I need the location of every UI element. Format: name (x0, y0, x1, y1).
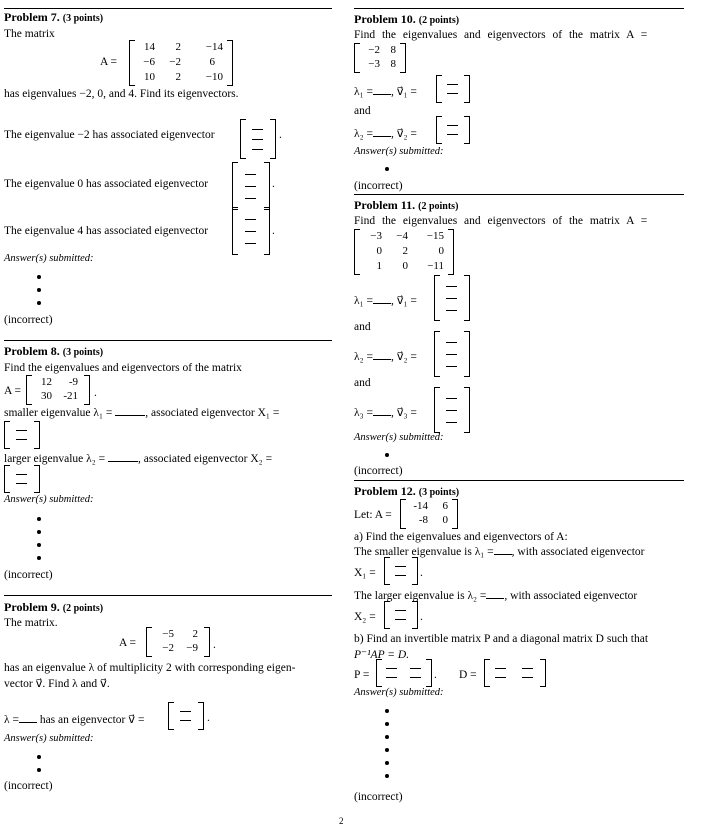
matrix-cell: -14 (413, 500, 428, 512)
lambda1-label: λ₁ = (354, 86, 373, 98)
matrix-cell: −2 (169, 56, 181, 68)
matrix-cell: −4 (396, 230, 408, 242)
problem-11-status: (incorrect) (354, 465, 403, 477)
eigenvector-input-2[interactable] (232, 162, 270, 210)
period: . (434, 669, 437, 681)
problem-12-matrix (400, 499, 458, 529)
problem-10-number: Problem 10. (354, 12, 416, 26)
q2-label-b: , associated eigenvector X₂ = (137, 453, 273, 465)
matrix-cell: 0 (402, 260, 408, 272)
q2-label: larger eigenvalue λ₂ = (4, 453, 106, 465)
problem-8-q1 (4, 406, 279, 419)
problem-9-statement-2: vector v⃗. Find λ and v⃗. (4, 678, 110, 690)
problem-10-l1 (354, 84, 417, 98)
eigenvector-label: has an eigenvector v⃗ = (39, 714, 145, 726)
problem-7-q1: The eigenvalue −2 has associated eigenvector (4, 129, 215, 141)
problem-12 (354, 480, 684, 811)
period: . (272, 225, 275, 237)
bullet (385, 748, 389, 752)
v2-input[interactable] (434, 331, 470, 377)
problem-12-points: (3 points) (418, 487, 460, 498)
problem-9-matrix (146, 627, 210, 657)
problem-9-statement-1: has an eigenvalue λ of multiplicity 2 with corresponding eigen- (4, 662, 296, 674)
bullet (37, 556, 41, 560)
page-number: 2 (339, 816, 344, 826)
problem-8-status: (incorrect) (4, 569, 53, 581)
problem-10-points: (2 points) (418, 15, 460, 26)
v3-label: , v⃗₃ = (390, 407, 417, 419)
matrix-cell: 2 (175, 41, 181, 53)
lambda2-label: λ₂ = (354, 128, 373, 140)
period: . (420, 567, 423, 579)
lambda1-blank[interactable] (115, 406, 145, 416)
matrix-cell: -21 (63, 390, 78, 402)
problem-12-b1: b) Find an invertible matrix P and a diagonal matrix D such that (354, 633, 649, 645)
problem-8-matrix (26, 375, 90, 405)
matrix-cell: 1 (376, 260, 382, 272)
problem-7-number: Problem 7. (4, 10, 60, 24)
problem-12-title (354, 484, 459, 499)
problem-7-statement: has eigenvalues −2, 0, and 4. Find its eigenvectors. (4, 88, 239, 100)
problem-9-points: (2 points) (62, 603, 104, 614)
matrix-cell: 2 (175, 71, 181, 83)
problem-7-q3: The eigenvalue 4 has associated eigenvector (4, 225, 209, 237)
lambda2-blank[interactable] (373, 350, 391, 360)
problem-11-and-1: and (354, 321, 371, 333)
eigenvector-input-1[interactable] (240, 119, 276, 159)
problem-9 (4, 595, 332, 806)
v1-label: , v⃗₁ = (390, 295, 417, 307)
matrix-cell: 8 (390, 44, 396, 56)
p-matrix-input[interactable] (376, 659, 432, 687)
problem-12-d-label: D = (459, 669, 477, 681)
s2-label: The larger eigenvalue is λ₂ = (354, 590, 487, 602)
s1-label-b: , with associated eigenvector (511, 546, 645, 558)
bullet (385, 709, 389, 713)
bullet (37, 543, 41, 547)
problem-9-intro: The matrix. (4, 617, 58, 629)
matrix-cell: −3 (370, 230, 382, 242)
matrix-cell: −11 (427, 260, 444, 272)
problem-8 (4, 340, 332, 591)
lambda-blank[interactable] (19, 713, 37, 723)
problem-11-l1 (354, 293, 417, 307)
problem-10-status: (incorrect) (354, 180, 403, 192)
matrix-cell: 0 (442, 514, 448, 526)
lambda2-blank[interactable] (486, 589, 504, 599)
lambda1-label: λ₁ = (354, 295, 373, 307)
problem-11-and-2: and (354, 377, 371, 389)
problem-8-number: Problem 8. (4, 344, 60, 358)
lambda3-label: λ₃ = (354, 407, 373, 419)
lambda2-blank[interactable] (373, 127, 391, 137)
problem-9-title (4, 600, 103, 615)
v1-input[interactable] (436, 75, 470, 103)
problem-12-b2: P⁻¹AP = D. (354, 649, 410, 661)
bullet (385, 167, 389, 171)
problem-12-status: (incorrect) (354, 791, 403, 803)
problem-12-x1-label: X₁ = (354, 567, 376, 579)
bullet (37, 275, 41, 279)
problem-11-intro: Find the eigenvalues and eigenvectors of the matrix A = (354, 215, 648, 227)
problem-10-intro: Find the eigenvalues and eigenvectors of the matrix A = (354, 29, 648, 41)
problem-8-points: (3 points) (62, 347, 104, 358)
problem-7-intro: The matrix (4, 28, 55, 40)
v2-input[interactable] (436, 116, 470, 144)
bullet (385, 453, 389, 457)
problem-11-number: Problem 11. (354, 198, 416, 212)
v1-label: , v⃗₁ = (390, 86, 417, 98)
problem-8-q2 (4, 452, 272, 465)
eigenvector-x2-input[interactable] (4, 465, 40, 493)
lambda2-blank[interactable] (108, 452, 138, 462)
eigenvector-x1-input[interactable] (4, 421, 40, 449)
problem-10-and: and (354, 105, 371, 117)
matrix-cell: 0 (438, 245, 444, 257)
lambda1-blank[interactable] (373, 294, 391, 304)
bullet (37, 288, 41, 292)
matrix-cell: −5 (162, 628, 174, 640)
period: . (207, 712, 210, 724)
s2-label-b: , with associated eigenvector (504, 590, 638, 602)
problem-11-submitted: Answer(s) submitted: (354, 432, 444, 443)
problem-9-status: (incorrect) (4, 780, 53, 792)
matrix-cell: 30 (41, 390, 52, 402)
matrix-cell: 0 (376, 245, 382, 257)
problem-7-title (4, 10, 103, 25)
matrix-cell: −10 (205, 71, 223, 83)
problem-12-number: Problem 12. (354, 484, 416, 498)
problem-8-title (4, 344, 103, 359)
matrix-cell: 10 (144, 71, 155, 83)
s1-label: The smaller eigenvalue is λ₁ = (354, 546, 494, 558)
matrix-cell: -8 (418, 514, 428, 526)
matrix-cell: 8 (390, 58, 396, 70)
period: . (272, 178, 275, 190)
lambda-label: λ = (4, 714, 19, 726)
lambda1-blank[interactable] (494, 545, 512, 555)
v2-label: , v⃗₂ = (390, 128, 417, 140)
problem-11-matrix (354, 229, 454, 275)
bullet (37, 517, 41, 521)
problem-12-submitted: Answer(s) submitted: (354, 687, 444, 698)
matrix-cell: 2 (402, 245, 408, 257)
v2-label: , v⃗₂ = (390, 351, 417, 363)
problem-7-submitted: Answer(s) submitted: (4, 253, 94, 264)
period: . (420, 611, 423, 623)
lambda2-label: λ₂ = (354, 351, 373, 363)
problem-10-title (354, 12, 459, 27)
q1-label: smaller eigenvalue λ₁ = (4, 407, 113, 419)
problem-7-status: (incorrect) (4, 314, 53, 326)
v1-input[interactable] (434, 275, 470, 321)
problem-7-q2: The eigenvalue 0 has associated eigenvector (4, 178, 209, 190)
matrix-cell: 6 (209, 56, 215, 68)
problem-11-l3 (354, 405, 417, 419)
matrix-cell: −15 (426, 230, 444, 242)
bullet (385, 722, 389, 726)
matrix-cell: 2 (192, 628, 198, 640)
matrix-cell: −2 (368, 44, 380, 56)
matrix-cell: −14 (205, 41, 223, 53)
problem-12-let: Let: A = (354, 509, 392, 521)
problem-10-submitted: Answer(s) submitted: (354, 146, 444, 157)
problem-7 (4, 8, 332, 329)
matrix-cell: −2 (162, 642, 174, 654)
problem-10-matrix (354, 43, 406, 73)
matrix-cell: −6 (143, 56, 155, 68)
d-matrix-input[interactable] (484, 659, 546, 687)
lambda1-blank[interactable] (373, 85, 391, 95)
matrix-cell: 14 (144, 41, 155, 53)
bullet (385, 761, 389, 765)
matrix-cell: −9 (186, 642, 198, 654)
bullet (37, 768, 41, 772)
problem-7-points: (3 points) (62, 13, 104, 24)
problem-12-a: a) Find the eigenvalues and eigenvectors of A: (354, 531, 568, 543)
problem-12-x2-label: X₂ = (354, 611, 376, 623)
matrix-cell: -9 (68, 376, 78, 388)
lambda3-blank[interactable] (373, 406, 391, 416)
problem-8-matrix-label: A = (4, 385, 22, 397)
matrix-cell: 6 (442, 500, 448, 512)
problem-10-l2 (354, 126, 417, 140)
problem-9-q1 (4, 712, 144, 726)
problem-7-matrix-label: A = (100, 56, 118, 68)
problem-8-submitted: Answer(s) submitted: (4, 494, 94, 505)
problem-9-submitted: Answer(s) submitted: (4, 733, 94, 744)
q1-label-b: , associated eigenvector X₁ = (145, 407, 280, 419)
period: . (94, 387, 97, 399)
period: . (213, 639, 216, 651)
eigenvector-v-input[interactable] (168, 702, 204, 730)
matrix-cell: 12 (41, 376, 52, 388)
problem-11-l2 (354, 349, 417, 363)
bullet (37, 301, 41, 305)
problem-12-p-label: P = (354, 669, 370, 681)
x2-input[interactable] (384, 601, 418, 629)
problem-9-number: Problem 9. (4, 600, 60, 614)
bullet (37, 530, 41, 534)
problem-11-points: (2 points) (418, 201, 459, 212)
bullet (37, 755, 41, 759)
problem-11 (354, 194, 684, 481)
v3-input[interactable] (434, 387, 470, 433)
bullet (385, 735, 389, 739)
problem-8-intro: Find the eigenvalues and eigenvectors of the matrix (4, 362, 242, 374)
bullet (385, 774, 389, 778)
matrix-cell: −3 (368, 58, 380, 70)
problem-10 (354, 8, 684, 195)
period: . (279, 129, 282, 141)
problem-7-matrix (129, 40, 233, 86)
problem-11-title (354, 198, 458, 213)
eigenvector-input-3[interactable] (232, 207, 270, 255)
problem-9-matrix-label: A = (119, 637, 137, 649)
x1-input[interactable] (384, 557, 418, 585)
